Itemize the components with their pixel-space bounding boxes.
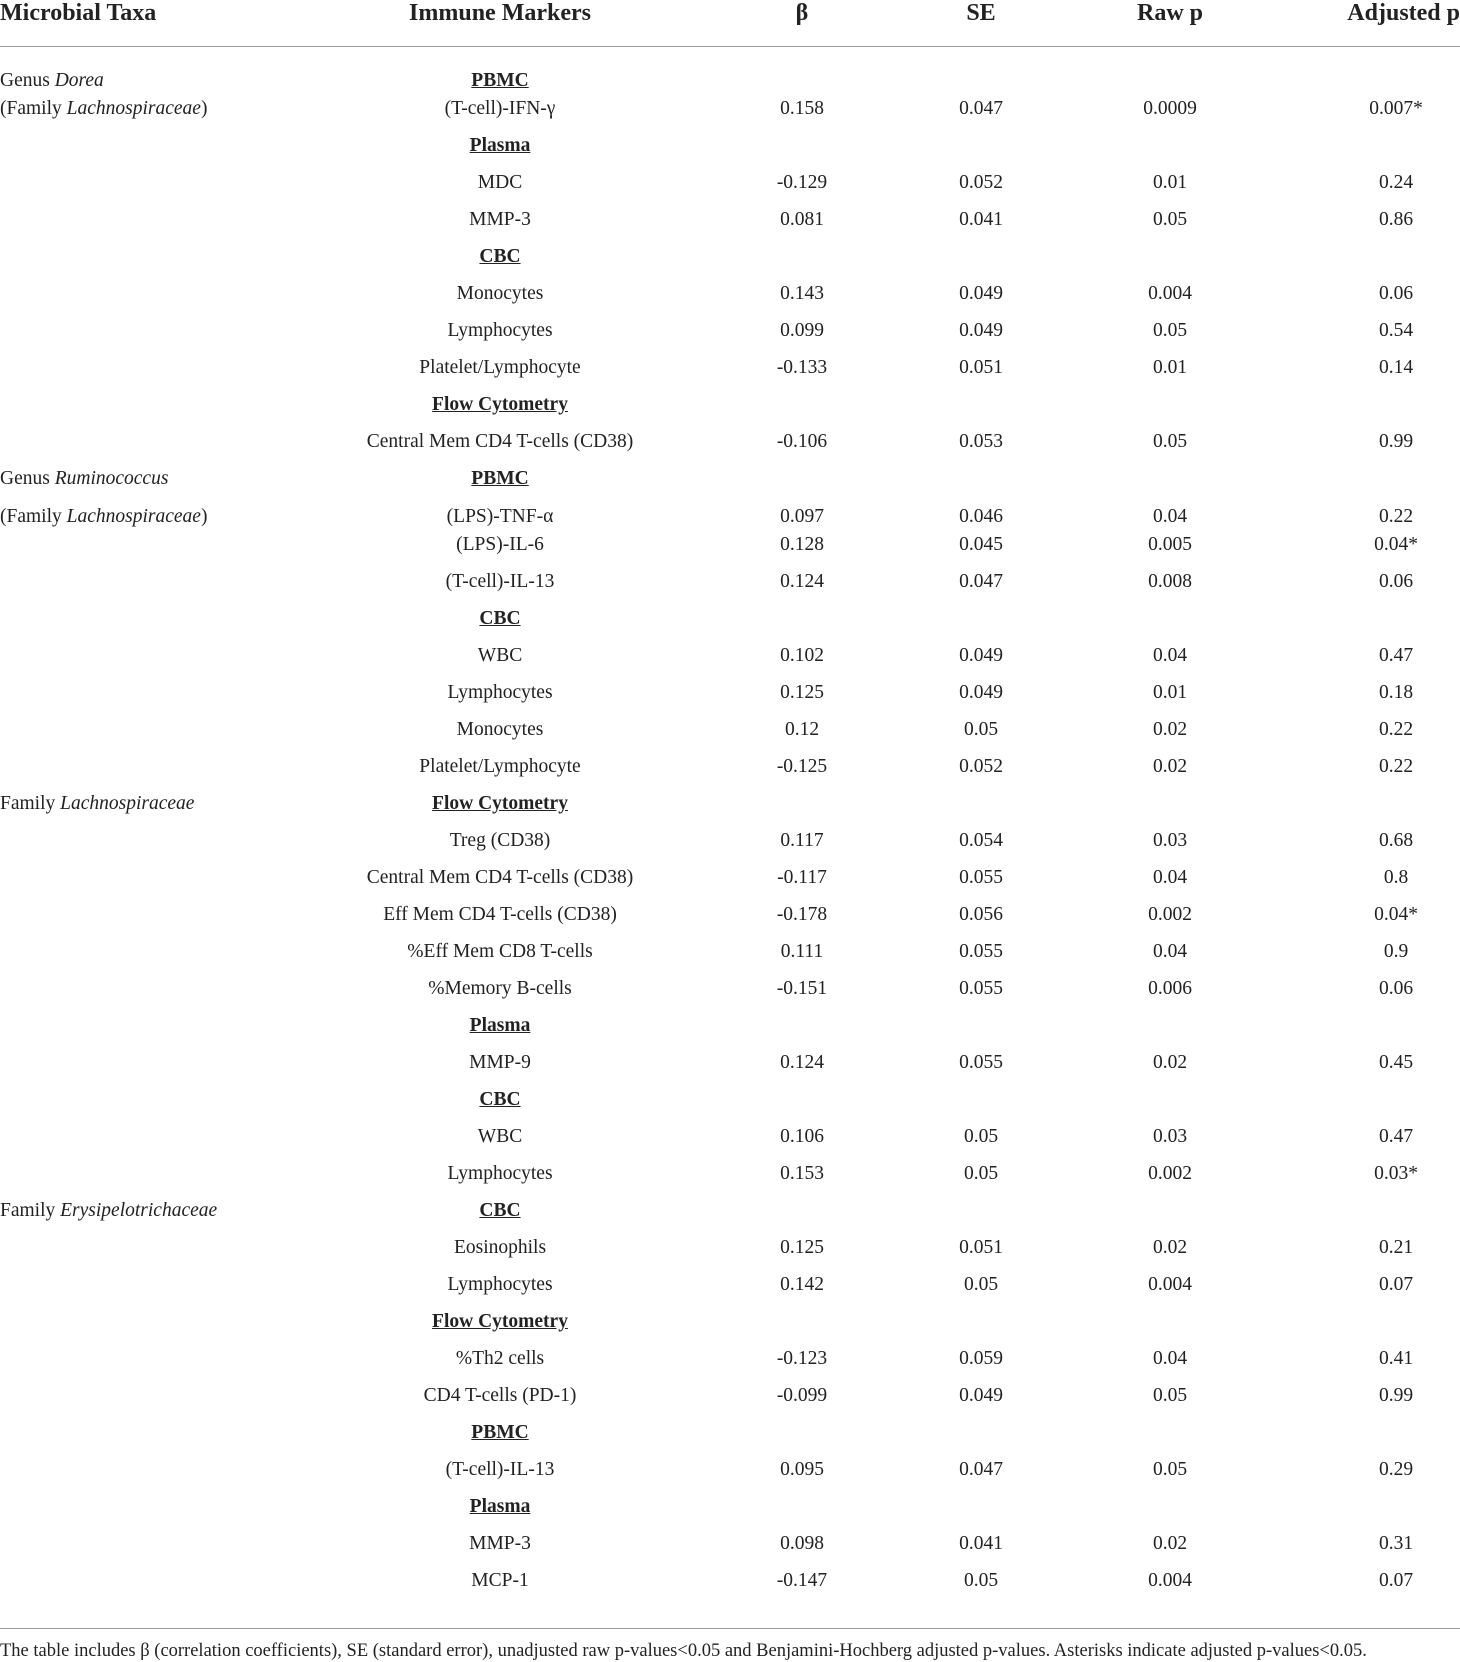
beta-cell: -0.117: [777, 867, 827, 888]
adjusted-p-cell: 0.22: [1378, 719, 1414, 740]
beta-cell: 0.117: [780, 830, 824, 851]
beta-cell: -0.147: [776, 1570, 828, 1591]
raw-p-cell: 0.008: [1148, 571, 1192, 592]
adjusted-p-cell: 0.68: [1378, 830, 1414, 851]
taxon-label: [0, 69, 104, 93]
taxon-suffix: ): [200, 506, 208, 527]
raw-p-cell: 0.002: [1148, 1163, 1192, 1184]
beta-cell: 0.125: [780, 1237, 824, 1258]
header-beta: β: [795, 0, 809, 26]
beta-cell: 0.111: [780, 941, 824, 962]
raw-p-cell: 0.004: [1148, 283, 1192, 304]
taxon-label: [0, 467, 168, 491]
taxon-suffix: ): [200, 98, 208, 119]
taxon-name: Lachnospiraceae: [66, 98, 201, 119]
taxon-prefix: Genus: [0, 468, 55, 489]
adjusted-p-cell: 0.22: [1378, 506, 1414, 527]
beta-cell: 0.158: [780, 98, 824, 119]
immune-marker-cell: MMP-3: [469, 1533, 531, 1554]
taxon-name: Erysipelotrichaceae: [60, 1200, 218, 1221]
raw-p-cell: 0.002: [1148, 904, 1192, 925]
immune-marker-cell: Eosinophils: [453, 1237, 547, 1258]
raw-p-cell: 0.01: [1152, 682, 1188, 703]
se-cell: 0.055: [959, 941, 1003, 962]
adjusted-p-cell: 0.99: [1378, 431, 1414, 452]
group-heading: Plasma: [469, 135, 531, 156]
se-cell: 0.05: [963, 719, 999, 740]
beta-cell: 0.128: [780, 534, 824, 555]
taxon-prefix: Family: [0, 793, 61, 814]
se-cell: 0.049: [959, 645, 1003, 666]
se-cell: 0.047: [959, 571, 1003, 592]
immune-marker-cell: Eff Mem CD4 T-cells (CD38): [383, 904, 617, 925]
table-footnote: The table includes β (correlation coefficients), SE (standard error), unadjusted raw p-values<0.05 and Benjamini-Hochberg adjusted p-values. Asterisks indicate adjusted p-values<0.05.: [0, 1628, 1460, 1662]
immune-marker-cell: Platelet/Lymphocyte: [419, 357, 581, 378]
beta-cell: 0.097: [780, 506, 824, 527]
immune-marker-cell: MMP-3: [469, 209, 531, 230]
table-header: [0, 0, 1460, 47]
taxon-label: [0, 792, 194, 816]
group-heading: CBC: [479, 246, 521, 267]
beta-cell: 0.102: [780, 645, 824, 666]
immune-marker-cell: MDC: [477, 172, 523, 193]
adjusted-p-cell: 0.07: [1378, 1570, 1414, 1591]
adjusted-p-cell: 0.06: [1378, 978, 1414, 999]
taxon-label: [0, 97, 207, 121]
raw-p-cell: 0.04: [1152, 645, 1188, 666]
group-heading: Flow Cytometry: [432, 1311, 568, 1332]
raw-p-cell: 0.02: [1152, 1237, 1188, 1258]
immune-marker-cell: MMP-9: [469, 1052, 531, 1073]
se-cell: 0.049: [959, 320, 1003, 341]
beta-cell: -0.125: [776, 756, 828, 777]
adjusted-p-cell: 0.54: [1378, 320, 1414, 341]
beta-cell: 0.153: [780, 1163, 824, 1184]
taxon-prefix: Family: [0, 1200, 61, 1221]
se-cell: 0.049: [959, 682, 1003, 703]
beta-cell: -0.106: [776, 431, 828, 452]
raw-p-cell: 0.01: [1152, 172, 1188, 193]
immune-marker-cell: %Eff Mem CD8 T-cells: [407, 941, 593, 962]
taxon-prefix: (Family: [0, 506, 67, 527]
raw-p-cell: 0.04: [1152, 867, 1188, 888]
adjusted-p-cell: 0.99: [1378, 1385, 1414, 1406]
raw-p-cell: 0.05: [1152, 431, 1188, 452]
raw-p-cell: 0.02: [1152, 719, 1188, 740]
raw-p-cell: 0.005: [1148, 534, 1192, 555]
immune-marker-cell: (LPS)-IL-6: [456, 534, 544, 555]
beta-cell: 0.124: [780, 571, 824, 592]
immune-marker-cell: Lymphocytes: [447, 320, 553, 341]
raw-p-cell: 0.05: [1152, 320, 1188, 341]
immune-marker-cell: Monocytes: [456, 283, 544, 304]
se-cell: 0.05: [963, 1274, 999, 1295]
group-heading: CBC: [479, 608, 521, 629]
beta-cell: 0.12: [784, 719, 820, 740]
adjusted-p-cell: 0.29: [1378, 1459, 1414, 1480]
beta-cell: -0.133: [776, 357, 828, 378]
group-heading: Plasma: [469, 1015, 531, 1036]
se-cell: 0.047: [959, 1459, 1003, 1480]
group-heading: PBMC: [471, 70, 529, 91]
raw-p-cell: 0.01: [1152, 357, 1188, 378]
header-microbial-taxa: Microbial Taxa: [0, 0, 157, 26]
raw-p-cell: 0.04: [1152, 941, 1188, 962]
adjusted-p-cell: 0.06: [1378, 571, 1414, 592]
adjusted-p-cell: 0.04*: [1374, 534, 1418, 555]
adjusted-p-cell: 0.8: [1383, 867, 1409, 888]
taxon-name: Ruminococcus: [54, 468, 169, 489]
raw-p-cell: 0.04: [1152, 1348, 1188, 1369]
se-cell: 0.047: [959, 98, 1003, 119]
immune-marker-cell: Monocytes: [456, 719, 544, 740]
adjusted-p-cell: 0.24: [1378, 172, 1414, 193]
adjusted-p-cell: 0.31: [1378, 1533, 1414, 1554]
taxon-prefix: (Family: [0, 98, 67, 119]
adjusted-p-cell: 0.47: [1378, 645, 1414, 666]
beta-cell: 0.125: [780, 682, 824, 703]
adjusted-p-cell: 0.04*: [1374, 904, 1418, 925]
raw-p-cell: 0.05: [1152, 209, 1188, 230]
beta-cell: 0.143: [780, 283, 824, 304]
header-adjusted-p: Adjusted p: [1347, 0, 1460, 26]
raw-p-cell: 0.02: [1152, 756, 1188, 777]
immune-marker-cell: Treg (CD38): [449, 830, 551, 851]
adjusted-p-cell: 0.07: [1378, 1274, 1414, 1295]
group-heading: Flow Cytometry: [432, 793, 568, 814]
se-cell: 0.05: [963, 1163, 999, 1184]
immune-marker-cell: (T-cell)-IFN-γ: [444, 98, 556, 119]
taxon-name: Lachnospiraceae: [60, 793, 195, 814]
adjusted-p-cell: 0.86: [1378, 209, 1414, 230]
raw-p-cell: 0.006: [1148, 978, 1192, 999]
immune-marker-cell: Central Mem CD4 T-cells (CD38): [366, 867, 634, 888]
se-cell: 0.049: [959, 283, 1003, 304]
beta-cell: -0.151: [776, 978, 828, 999]
header-raw-p: Raw p: [1136, 0, 1204, 26]
beta-cell: -0.129: [776, 172, 828, 193]
adjusted-p-cell: 0.007*: [1369, 98, 1423, 119]
immune-marker-cell: WBC: [477, 1126, 523, 1147]
raw-p-cell: 0.004: [1148, 1274, 1192, 1295]
raw-p-cell: 0.05: [1152, 1385, 1188, 1406]
adjusted-p-cell: 0.45: [1378, 1052, 1414, 1073]
se-cell: 0.052: [959, 172, 1003, 193]
beta-cell: -0.099: [776, 1385, 828, 1406]
se-cell: 0.05: [963, 1126, 999, 1147]
beta-cell: -0.123: [776, 1348, 828, 1369]
adjusted-p-cell: 0.18: [1378, 682, 1414, 703]
immune-marker-cell: CD4 T-cells (PD-1): [423, 1385, 577, 1406]
raw-p-cell: 0.03: [1152, 830, 1188, 851]
taxon-name: Lachnospiraceae: [66, 506, 201, 527]
immune-marker-cell: %Th2 cells: [455, 1348, 545, 1369]
header-se: SE: [966, 0, 996, 26]
immune-marker-cell: Platelet/Lymphocyte: [419, 756, 581, 777]
taxon-name: Dorea: [54, 70, 104, 91]
raw-p-cell: 0.02: [1152, 1052, 1188, 1073]
se-cell: 0.054: [959, 830, 1003, 851]
immune-marker-cell: (T-cell)-IL-13: [445, 571, 555, 592]
beta-cell: 0.142: [780, 1274, 824, 1295]
group-heading: CBC: [479, 1089, 521, 1110]
se-cell: 0.045: [959, 534, 1003, 555]
raw-p-cell: 0.04: [1152, 506, 1188, 527]
se-cell: 0.055: [959, 1052, 1003, 1073]
group-heading: Flow Cytometry: [432, 394, 568, 415]
beta-cell: -0.178: [776, 904, 828, 925]
header-immune-markers: Immune Markers: [409, 0, 591, 26]
immune-marker-cell: MCP-1: [471, 1570, 529, 1591]
adjusted-p-cell: 0.41: [1378, 1348, 1414, 1369]
se-cell: 0.05: [963, 1570, 999, 1591]
group-heading: Plasma: [469, 1496, 531, 1517]
se-cell: 0.046: [959, 506, 1003, 527]
adjusted-p-cell: 0.21: [1378, 1237, 1414, 1258]
beta-cell: 0.081: [780, 209, 824, 230]
se-cell: 0.041: [959, 209, 1003, 230]
beta-cell: 0.124: [780, 1052, 824, 1073]
immune-marker-cell: (LPS)-TNF-α: [446, 506, 554, 527]
adjusted-p-cell: 0.03*: [1374, 1163, 1418, 1184]
immune-marker-cell: (T-cell)-IL-13: [445, 1459, 555, 1480]
se-cell: 0.051: [959, 357, 1003, 378]
immune-marker-cell: %Memory B-cells: [428, 978, 572, 999]
raw-p-cell: 0.004: [1148, 1570, 1192, 1591]
se-cell: 0.056: [959, 904, 1003, 925]
immune-marker-cell: Lymphocytes: [447, 1163, 553, 1184]
taxon-label: [0, 1199, 217, 1223]
beta-cell: 0.106: [780, 1126, 824, 1147]
immune-marker-cell: Lymphocytes: [447, 1274, 553, 1295]
se-cell: 0.041: [959, 1533, 1003, 1554]
beta-cell: 0.095: [780, 1459, 824, 1480]
raw-p-cell: 0.0009: [1143, 98, 1197, 119]
taxon-label: [0, 505, 207, 529]
group-heading: PBMC: [471, 468, 529, 489]
immune-marker-cell: WBC: [477, 645, 523, 666]
adjusted-p-cell: 0.14: [1378, 357, 1414, 378]
se-cell: 0.055: [959, 978, 1003, 999]
immune-marker-cell: Lymphocytes: [447, 682, 553, 703]
taxon-prefix: Genus: [0, 70, 55, 91]
adjusted-p-cell: 0.22: [1378, 756, 1414, 777]
raw-p-cell: 0.02: [1152, 1533, 1188, 1554]
beta-cell: 0.099: [780, 320, 824, 341]
beta-cell: 0.098: [780, 1533, 824, 1554]
immune-marker-cell: Central Mem CD4 T-cells (CD38): [366, 431, 634, 452]
group-heading: PBMC: [471, 1422, 529, 1443]
adjusted-p-cell: 0.9: [1383, 941, 1409, 962]
se-cell: 0.051: [959, 1237, 1003, 1258]
group-heading: CBC: [479, 1200, 521, 1221]
se-cell: 0.049: [959, 1385, 1003, 1406]
adjusted-p-cell: 0.06: [1378, 283, 1414, 304]
raw-p-cell: 0.03: [1152, 1126, 1188, 1147]
se-cell: 0.059: [959, 1348, 1003, 1369]
adjusted-p-cell: 0.47: [1378, 1126, 1414, 1147]
se-cell: 0.053: [959, 431, 1003, 452]
se-cell: 0.052: [959, 756, 1003, 777]
se-cell: 0.055: [959, 867, 1003, 888]
raw-p-cell: 0.05: [1152, 1459, 1188, 1480]
